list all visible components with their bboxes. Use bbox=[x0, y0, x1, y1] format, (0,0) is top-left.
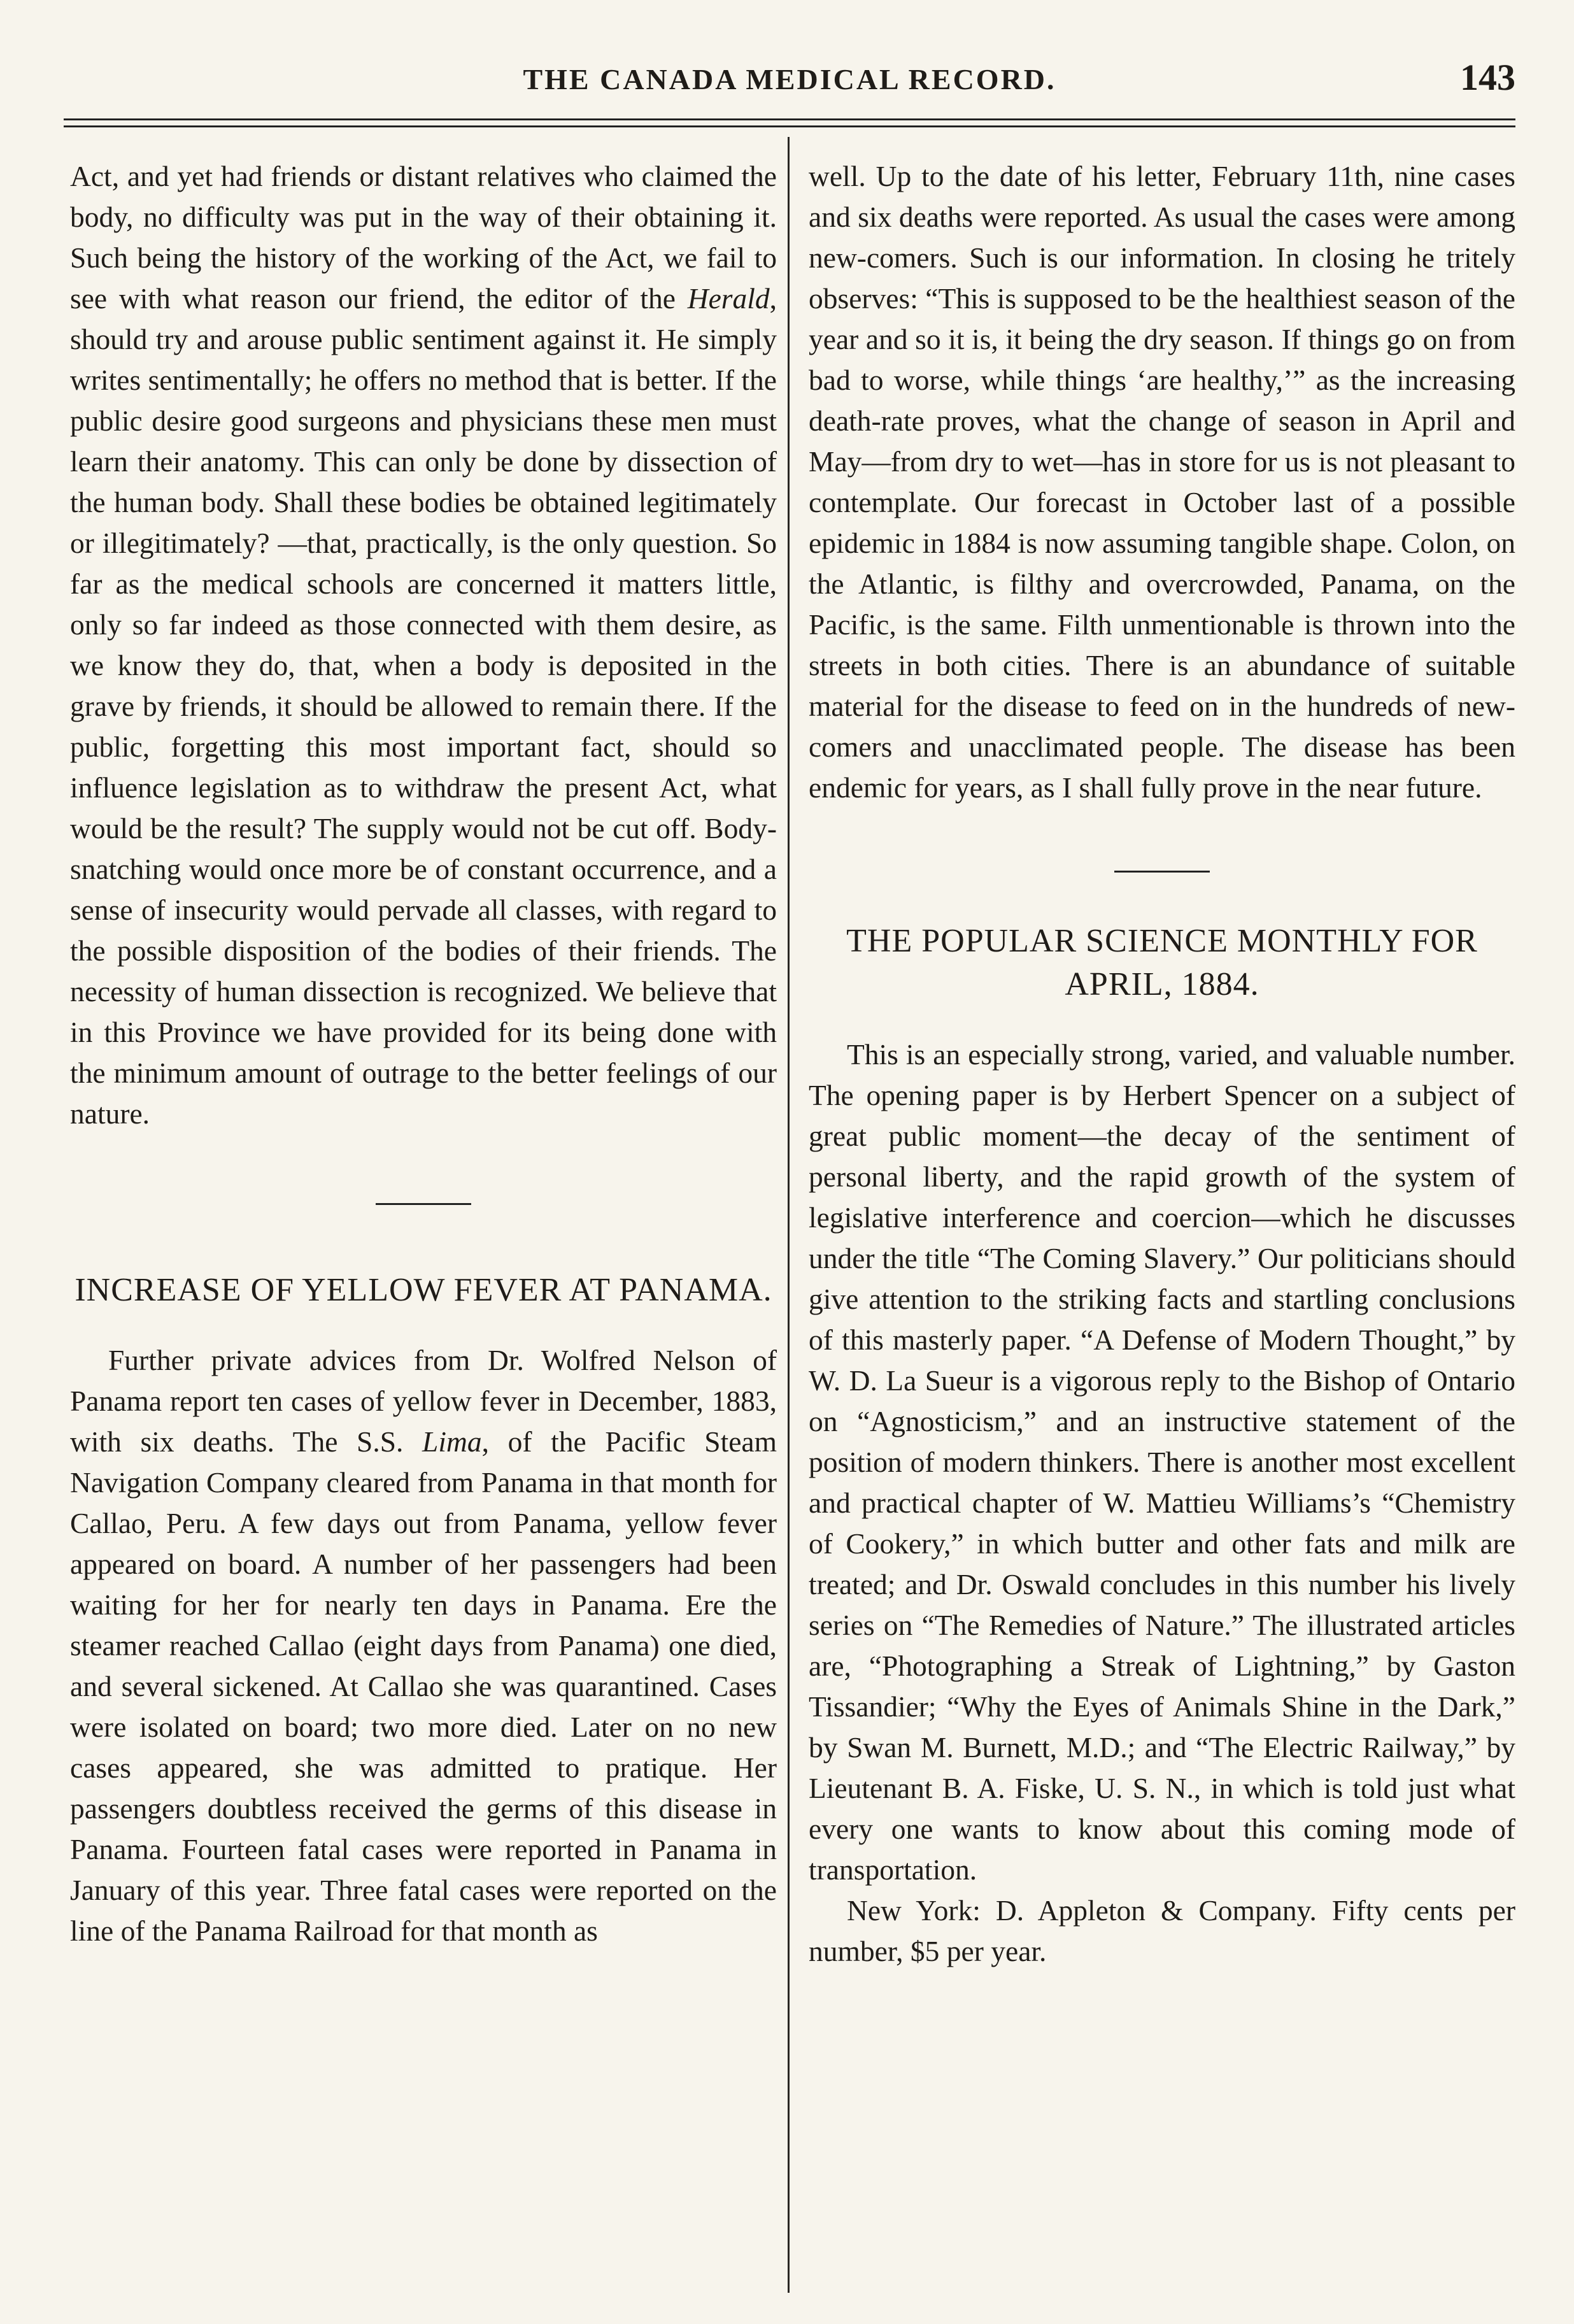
header-rule bbox=[64, 125, 1515, 127]
paragraph: well. Up to the date of his letter, February 11th, nine cases and six deaths were reported. As usual the cases were among new-comers. Such is our information. In closing he tritely observes: “This is supposed to be the healthiest season of the year and so it is, it being the dry season. If things go on from bad to worse, while things ‘are healthy,’” as the increasing death-rate proves, what the change of season in April and May—from dry to wet—has in store for us is not pleasant to contemplate. Our forecast in October last of a possible epidemic in 1884 is now assuming tangible shape. Colon, on the Atlantic, is filthy and overcrowded, Panama, on the Pacific, is the same. Filth unmentionable is thrown into the streets in both cities. There is an abundance of suitable material for the disease to feed on in the hundreds of new-comers and unacclimated people. The disease has been endemic for years, as I shall fully prove in the near future. bbox=[809, 160, 1515, 804]
column-divider bbox=[788, 137, 790, 2293]
italic-title: Herald bbox=[687, 282, 770, 315]
paragraph: This is an especially strong, varied, and valuable number. The opening paper is by Herbert Spencer on a subject of great public moment—the decay of the sentiment of personal liberty, and the rapid growth of the system of legislative interference and coercion—which he discusses under the title “The Coming Slavery.” Our politicians should give attention to the striking facts and startling conclusions of this masterly paper. “A Defense of Modern Thought,” by W. D. La Sueur is a vigorous reply to the Bishop of Ontario on “Agnosticism,” and an instructive statement of the position of modern thinkers. There is another most excellent and practical chapter of W. Mattieu Williams’s “Chemistry of Cookery,” in which butter and other fats and milk are treated; and Dr. Oswald concludes in this number his lively series on “The Remedies of Nature.” The illustrated articles are, “Photographing a Streak of Lightning,” by Gaston Tissandier; “Why the Eyes of Animals Shine in the Dark,” by Swan M. Burnett, M.D.; and “The Electric Railway,” by Lieutenant B. A. Fiske, U. S. N., in which is told just what every one wants to know about this coming mode of transportation. bbox=[809, 1038, 1515, 1886]
page-header bbox=[64, 56, 1515, 107]
paragraph bbox=[70, 1340, 777, 1951]
article-heading: INCREASE OF YELLOW FEVER AT PANAMA. bbox=[74, 1272, 772, 1308]
left-column bbox=[70, 156, 777, 1951]
right-column bbox=[809, 156, 1515, 1972]
page-number: 143 bbox=[1460, 57, 1515, 98]
paragraph-text: , of the Pacific Steam Navigation Company cleared from Panama in that month for Callao, Peru. A few days out from Panama, yellow fever appeared on board. A number of her passengers had been waiting for her for nearly ten days in Panama. Ere the steamer reached Callao (eight days from Panama) one died, and several sickened. At Callao she was quarantined. Cases were isolated on board; two more died. Later on no new cases appeared, she was admitted to pratique. Her passengers doubtless received the germs of this disease in Panama. Fourteen fatal cases were reported in Panama in January of this year. Three fatal cases were reported on the line of the Panama Railroad for that month as bbox=[70, 1425, 777, 1947]
italic-ship-name: Lima bbox=[422, 1425, 482, 1458]
paragraph-text: Further private advices from Dr. Wolfred Nelson of Panama report ten cases of yellow fever in December, 1883, with six deaths. The S.S. bbox=[70, 1344, 777, 1458]
header-rule bbox=[64, 118, 1515, 120]
section-separator bbox=[1114, 871, 1210, 873]
article-heading: THE POPULAR SCIENCE MONTHLY FOR APRIL, 1884. bbox=[846, 923, 1478, 1002]
running-head: THE CANADA MEDICAL RECORD. bbox=[523, 63, 1056, 96]
paragraph bbox=[70, 156, 777, 1134]
paragraph-text: Act, and yet had friends or distant relatives who claimed the body, no difficulty was put in the way of their obtaining it. Such being the history of the working of the Act, we fail to see with what reason our friend, the editor of the bbox=[70, 160, 777, 315]
paragraph-text: , should try and arouse public sentiment against it. He simply writes sentimentally; he offers no method that is better. If the public desire good surgeons and physicians these men must learn their anatomy. This can only be done by dissection of the human body. Shall these bodies be obtained legitimately or illegitimately? —that, practically, is the only question. So far as the medical schools are concerned it matters little, only so far indeed as those connected with them desire, as we know they do, that, when a body is deposited in the grave by friends, it should be allowed to remain there. If the public, forgetting this most important fact, should so influence legislation as to withdraw the present Act, what would be the result? The supply would not be cut off. Body-snatching would once more be of constant occurrence, and a sense of insecurity would pervade all classes, with regard to the possible disposition of the bodies of their friends. The necessity of human dissection is recognized. We believe that in this Province we have provided for its being done with the minimum amount of outrage to the better feelings of our nature. bbox=[70, 282, 777, 1130]
publisher-note: New York: D. Appleton & Company. Fifty cents per number, $5 per year. bbox=[809, 1894, 1515, 1967]
section-separator bbox=[376, 1203, 471, 1205]
